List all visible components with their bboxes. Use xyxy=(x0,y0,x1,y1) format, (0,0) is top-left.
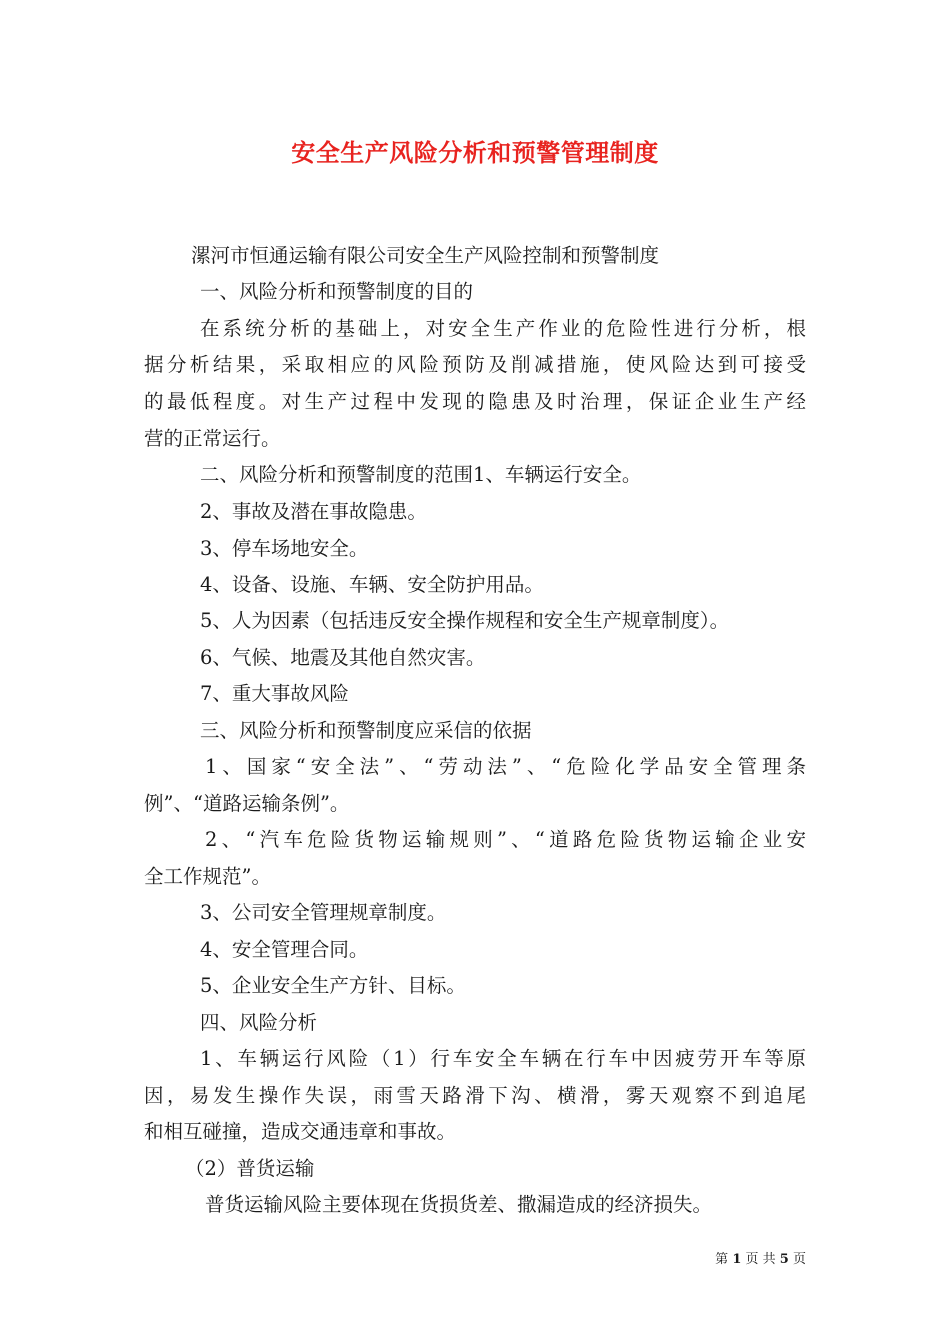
list-item: 2、“汽车危险货物运输规则”、“道路危险货物运输企业安 xyxy=(205,828,806,851)
paragraph-line: 据分析结果，采取相应的风险预防及削减措施，使风险达到可接受 xyxy=(144,353,806,376)
footer-prefix: 第 xyxy=(715,1252,729,1267)
paragraph-line: 1、车辆运行风险（1）行车安全车辆在行车中因疲劳开车等原 xyxy=(200,1047,806,1070)
total-pages-number: 5 xyxy=(779,1252,789,1267)
list-item: 6、气候、地震及其他自然灾害。 xyxy=(200,646,486,669)
paragraph-line: 营的正常运行。 xyxy=(144,427,281,450)
list-item: 4、安全管理合同。 xyxy=(200,938,369,961)
paragraph-line: 在系统分析的基础上，对安全生产作业的危险性进行分析，根 xyxy=(200,317,806,340)
list-item: 4、设备、设施、车辆、安全防护用品。 xyxy=(200,573,544,596)
page-footer xyxy=(700,1248,806,1267)
list-item: 3、停车场地安全。 xyxy=(200,537,369,560)
list-item: 5、企业安全生产方针、目标。 xyxy=(200,974,466,997)
list-item-continuation: 例”、“道路运输条例”。 xyxy=(144,792,350,815)
footer-suffix: 页 xyxy=(792,1252,806,1267)
section-heading-3: 三、风险分析和预警制度应采信的依据 xyxy=(200,719,532,742)
document-title: 安全生产风险分析和预警管理制度 xyxy=(291,139,659,167)
company-heading: 漯河市恒通运输有限公司安全生产风险控制和预警制度 xyxy=(191,244,660,267)
current-page-number: 1 xyxy=(732,1252,742,1267)
section-heading-4: 四、风险分析 xyxy=(200,1011,318,1034)
subsection-heading: （2）普货运输 xyxy=(185,1157,315,1180)
paragraph-line: 和相互碰撞，造成交通违章和事故。 xyxy=(144,1120,457,1143)
list-item: 5、人为因素（包括违反安全操作规程和安全生产规章制度）。 xyxy=(200,609,730,632)
paragraph-line: 的最低程度。对生产过程中发现的隐患及时治理，保证企业生产经 xyxy=(144,390,806,413)
list-item: 7、重大事故风险 xyxy=(200,682,349,705)
footer-middle: 页 共 xyxy=(745,1252,776,1267)
list-item: 1、国家“安全法”、“劳动法”、“危险化学品安全管理条 xyxy=(205,755,806,778)
list-item-continuation: 全工作规范”。 xyxy=(144,865,271,888)
list-item: 2、事故及潜在事故隐患。 xyxy=(200,500,427,523)
section-heading-1: 一、风险分析和预警制度的目的 xyxy=(200,280,474,303)
paragraph-line: 普货运输风险主要体现在货损货差、撒漏造成的经济损失。 xyxy=(205,1193,713,1216)
paragraph-line: 因，易发生操作失误，雨雪天路滑下沟、横滑，雾天观察不到追尾 xyxy=(144,1084,806,1107)
list-item: 3、公司安全管理规章制度。 xyxy=(200,901,447,924)
section-heading-2: 二、风险分析和预警制度的范围1、车辆运行安全。 xyxy=(200,463,642,486)
